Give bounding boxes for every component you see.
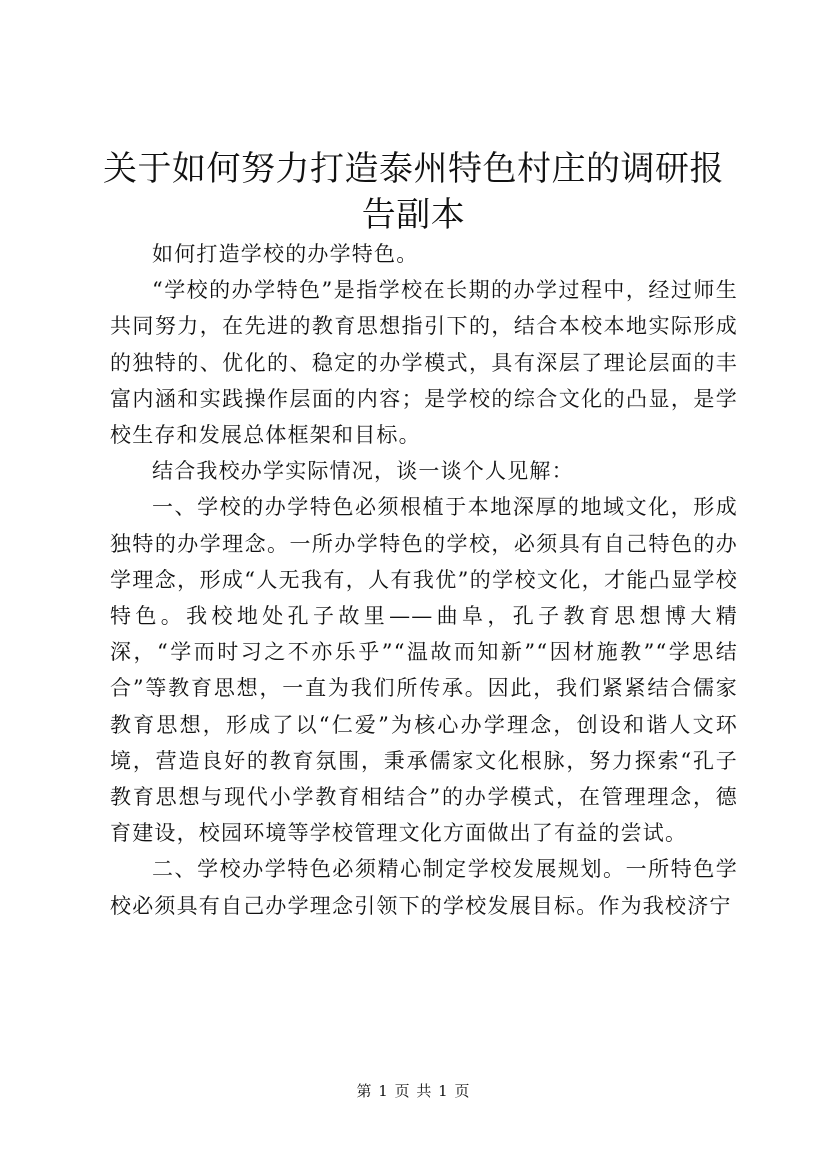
paragraph-point-two: 二、学校办学特色必须精心制定学校发展规划。一所特色学校必须具有自己办学理念引领下的学校发展目标。作为我校济宁 [110,857,738,918]
document-body [110,236,738,924]
paragraph-opinion-lead: 结合我校办学实际情况，谈一谈个人见解： [152,459,574,484]
paragraph-intro: 如何打造学校的办学特色。 [152,242,419,266]
paragraph-definition: “学校的办学特色”是指学校在长期的办学过程中，经过师生共同努力，在先进的教育思想指引下的，结合本校本地实际形成的独特的、优化的、稳定的办学模式，具有深层了理论层面的丰富内涵和实践操作层面的内容；是学校的综合文化的凸显，是学校生存和发展总体框架和目标。 [110,278,738,448]
page-footer: 第 1 页 共 1 页 [356,1082,471,1100]
document-title: 关于如何努力打造泰州特色村庄的调研报告副本 [103,149,724,235]
paragraph-point-one: 一、学校的办学特色必须根植于本地深厚的地域文化，形成独特的办学理念。一所办学特色的学校，必须具有自己特色的办学理念，形成“人无我有，人有我优”的学校文化，才能凸显学校特色。我校地处孔子故里——曲阜，孔子教育思想博大精深，“学而时习之不亦乐乎”“温故而知新”“因材施教”“学思结合”等教育思想，一直为我们所传承。因此，我们紧紧结合儒家教育思想，形成了以“仁爱”为核心办学理念，创设和谐人文环境，营造良好的教育氛围，秉承儒家文化根脉，努力探索“孔子教育思想与现代小学教育相结合”的办学模式，在管理理念，德育建设，校园环境等学校管理文化方面做出了有益的尝试。 [110,495,738,846]
